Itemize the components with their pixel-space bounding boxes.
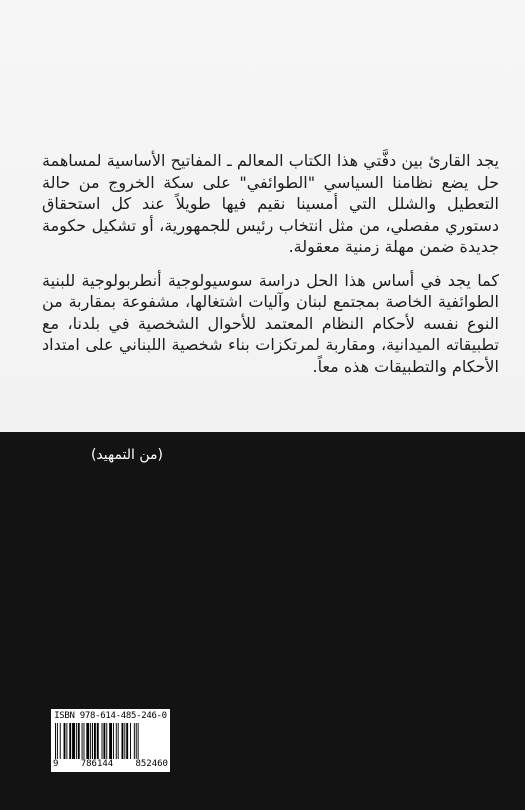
barcode-bar bbox=[78, 723, 80, 759]
barcode-digits bbox=[53, 759, 168, 769]
barcode-bar bbox=[97, 723, 99, 759]
barcode-bar bbox=[109, 723, 112, 759]
barcode-bar bbox=[124, 723, 125, 759]
barcode-bar bbox=[92, 723, 93, 759]
barcode-bar bbox=[64, 723, 66, 759]
barcode-bars bbox=[55, 723, 166, 759]
blurb-paragraph-1: يجد القارئ بين دفَّتي هذا الكتاب المعالم ـ المفاتيح الأساسية لمساهمة حل يضع نظامنا السياسي "الطوائفي" على سكة الخروج من حالة التعطيل والشلل التي أمسينا نقيم فيها طويلاً عند كل استحقاق دستوري مفصلي، من مثل انتخاب رئيس للجمهورية، أو تشكيل حكومة جديدة ضمن مهلة زمنية معقولة. bbox=[42, 151, 499, 256]
barcode-bar bbox=[90, 723, 91, 759]
barcode-bar bbox=[106, 723, 107, 759]
barcode-bar bbox=[116, 723, 117, 759]
barcode-bar bbox=[55, 723, 56, 759]
barcode-digits-right: 852460 bbox=[135, 759, 168, 769]
blurb-paragraph-2: كما يجد في أساس هذا الحل دراسة سوسيولوجية أنطربولوجية للبنية الطوائفية الخاصة بمجتمع لبنان وآليات اشتغالها، مشفوعة بمقاربة من النوع نفسه لأحكام النظام المعتمد للأحوال الشخصية في بلدنا، مع تطبيقاته الميدانية، ومقاربة لمرتكزات بناء شخصية اللبناني على امتداد الأحكام والتطبيقات هذه معاً. bbox=[42, 270, 499, 376]
barcode-bar bbox=[122, 723, 124, 759]
barcode-bar bbox=[134, 723, 135, 759]
source-note: (من التمهيد) bbox=[90, 447, 163, 463]
barcode-bar bbox=[57, 723, 58, 759]
isbn-label: ISBN 978-614-485-246-0 bbox=[54, 711, 167, 721]
barcode-bar bbox=[138, 723, 139, 759]
barcode-bar bbox=[60, 723, 61, 759]
barcode-bar bbox=[76, 723, 77, 759]
barcode-bar bbox=[66, 723, 67, 759]
barcode-bar bbox=[69, 723, 71, 759]
barcode-box bbox=[51, 709, 170, 772]
barcode-bar bbox=[126, 723, 128, 759]
barcode-bar bbox=[72, 723, 75, 759]
barcode-digits-left: 786144 bbox=[80, 759, 114, 769]
barcode-bar bbox=[94, 723, 96, 759]
barcode-bar bbox=[113, 723, 114, 759]
blurb-text bbox=[42, 150, 499, 377]
barcode-bar bbox=[103, 723, 105, 759]
barcode-bar bbox=[102, 723, 103, 759]
barcode-digit-lead: 9 bbox=[53, 759, 59, 769]
barcode-bar bbox=[82, 723, 83, 759]
barcode-bar bbox=[118, 723, 119, 759]
barcode-bar bbox=[86, 723, 89, 759]
barcode-bar bbox=[136, 723, 137, 759]
barcode-bar bbox=[84, 723, 85, 759]
barcode-bar bbox=[130, 723, 131, 759]
